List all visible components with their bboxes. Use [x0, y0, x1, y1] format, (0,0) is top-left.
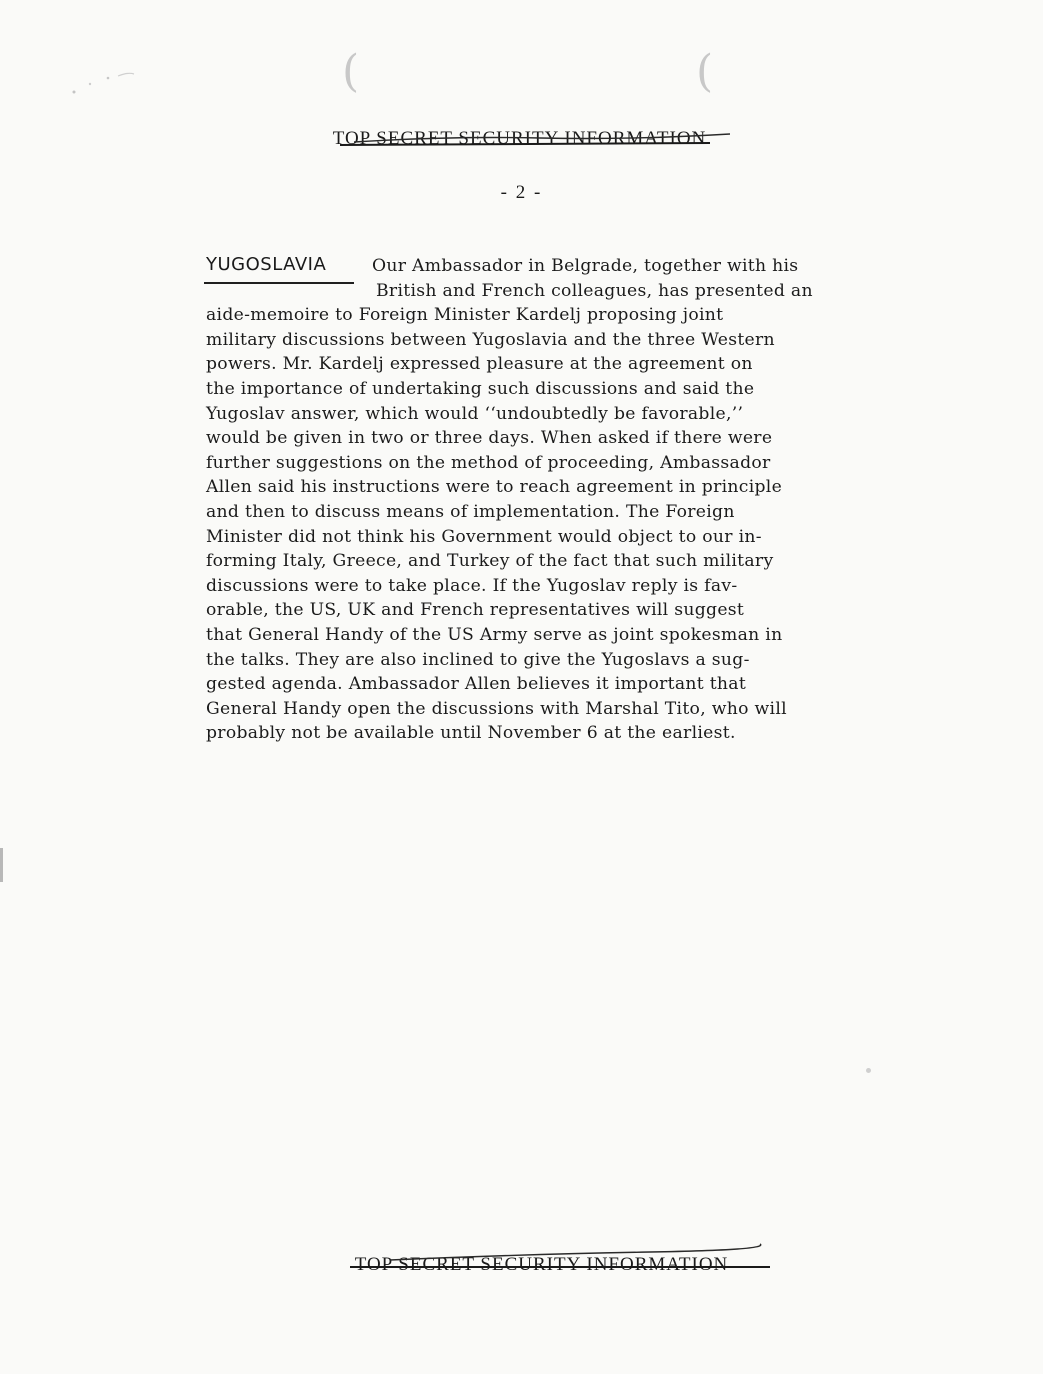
header-classification-text: TOP SECRET SECURITY INFORMATION — [332, 128, 707, 149]
scan-artifact-right-paren: ( — [696, 46, 714, 97]
body-line: British and French colleagues, has presented an — [376, 280, 813, 301]
body-line: that General Handy of the US Army serve as joint spokesman in — [206, 624, 783, 645]
body-line: and then to discuss means of implementation. The Foreign — [206, 501, 735, 522]
body-line: military discussions between Yugoslavia and the three Western — [206, 329, 775, 350]
page-number: - 2 - — [500, 182, 543, 203]
body-line: Minister did not think his Government would object to our in- — [206, 526, 762, 547]
footer-classification-text: TOP SECRET SECURITY INFORMATION — [354, 1254, 729, 1275]
body-line: discussions were to take place. If the Yugoslav reply is fav- — [206, 575, 738, 596]
body-line: Our Ambassador in Belgrade, together with his — [372, 256, 799, 276]
scan-specks — [68, 70, 158, 100]
body-line: further suggestions on the method of proceeding, Ambassador — [206, 452, 771, 473]
body-line: orable, the US, UK and French representatives will suggest — [206, 600, 745, 621]
body-paragraph — [206, 254, 916, 746]
body-line: forming Italy, Greece, and Turkey of the fact that such military — [206, 551, 774, 572]
footer-classification — [20, 1254, 1043, 1276]
header-classification — [0, 128, 1041, 150]
body-line: aide-memoire to Foreign Minister Kardelj proposing joint — [206, 305, 724, 326]
body-line: the talks. They are also inclined to give the Yugoslavs a sug- — [206, 649, 750, 670]
body-line: powers. Mr. Kardelj expressed pleasure at the agreement on — [206, 354, 753, 375]
body-line: would be given in two or three days. When asked if there were — [206, 428, 773, 449]
body-line: probably not be available until November 6 at the earliest. — [206, 723, 736, 744]
scan-speck — [866, 1068, 871, 1073]
body-line: the importance of undertaking such discussions and said the — [206, 378, 755, 399]
body-line: Allen said his instructions were to reach agreement in principle — [206, 477, 783, 498]
scan-edge-mark — [0, 848, 3, 882]
section-heading: YUGOSLAVIA — [206, 254, 327, 275]
body-line: General Handy open the discussions with Marshal Tito, who will — [206, 698, 787, 719]
body-line: Yugoslav answer, which would ‘‘undoubtedly be favorable,’’ — [206, 403, 744, 424]
scan-artifact-left-paren: ( — [342, 46, 360, 97]
body-line: gested agenda. Ambassador Allen believes it important that — [206, 674, 747, 695]
